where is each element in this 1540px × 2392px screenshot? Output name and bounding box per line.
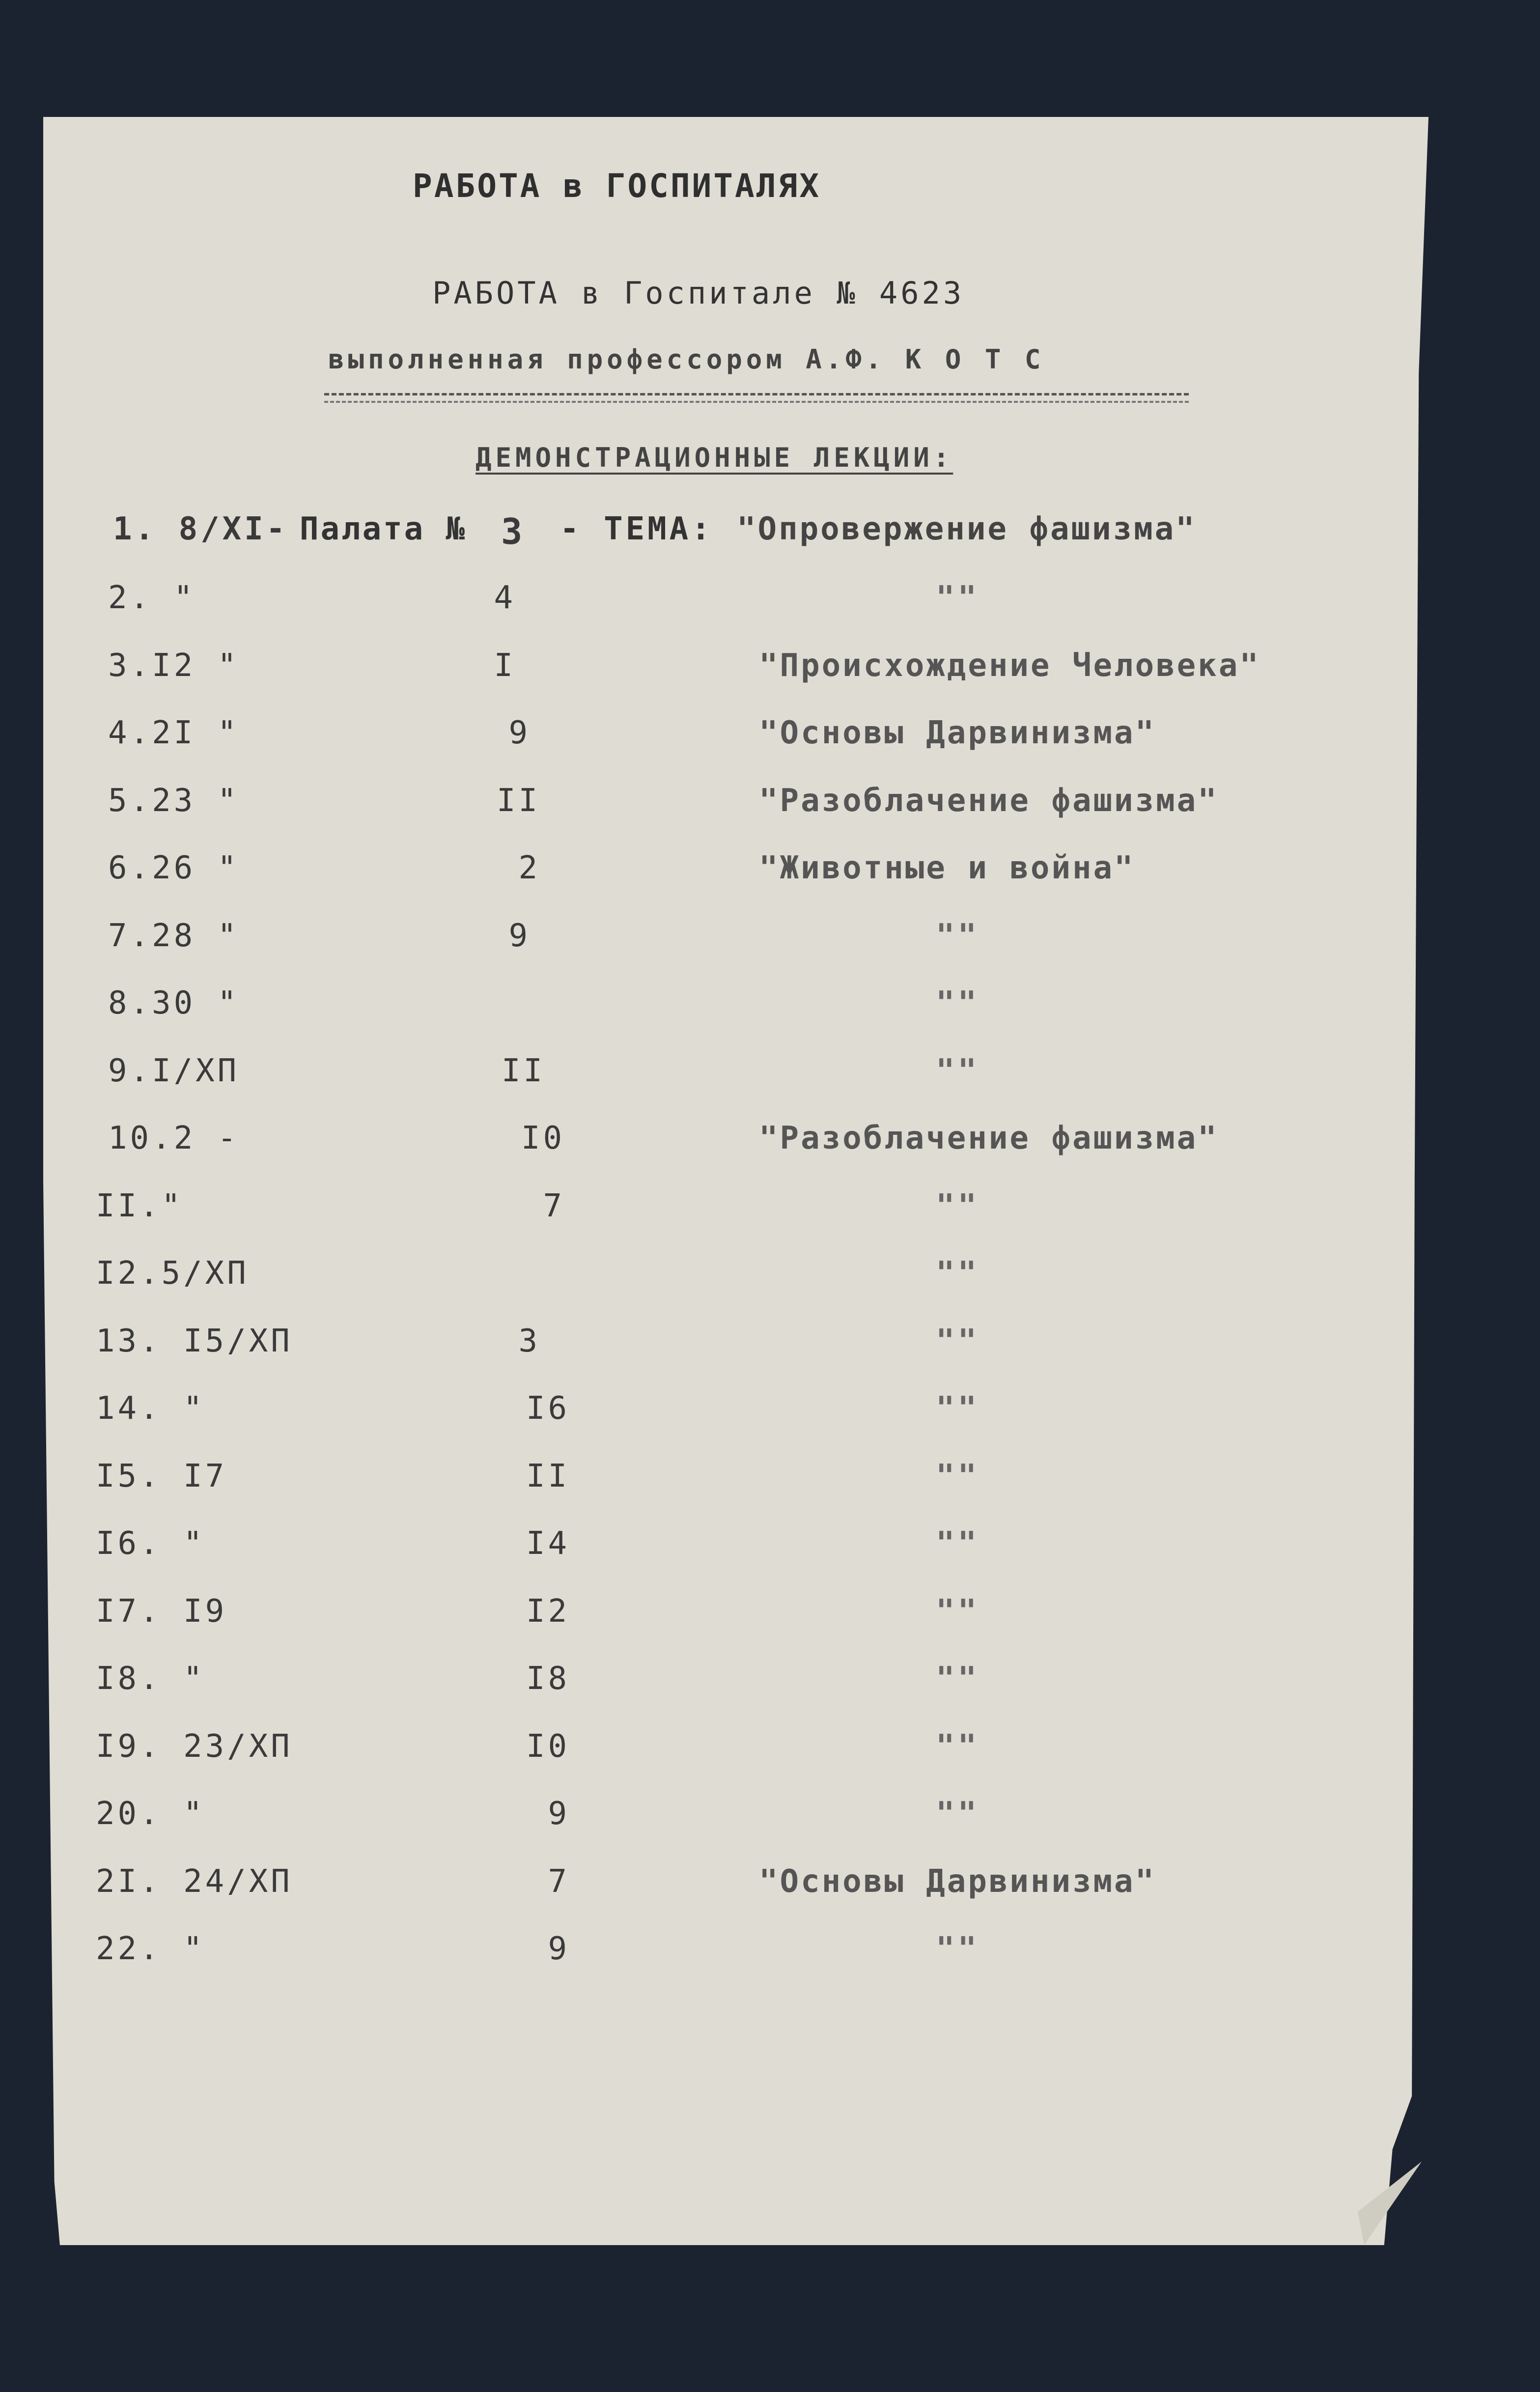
row-number-date: I8. " — [96, 1660, 205, 1697]
row-theme-ditto: "" — [936, 1255, 980, 1292]
row-1-ward: 3 — [501, 511, 526, 552]
row-number-date: 3.I2 " — [108, 647, 240, 684]
row-ward: I — [494, 647, 516, 684]
document-subtitle: РАБОТА в Госпитале № 4623 — [432, 275, 965, 311]
row-ward: I0 — [526, 1728, 570, 1765]
row-ward: 9 — [548, 1796, 570, 1832]
row-theme-ditto: "" — [936, 580, 980, 616]
separator-line-2 — [324, 401, 1189, 403]
row-number-date: I7. I9 — [96, 1593, 227, 1630]
row-theme: "Основы Дарвинизма" — [759, 1863, 1156, 1900]
separator-line — [324, 393, 1189, 395]
row-theme: "Разоблачение фашизма" — [759, 1120, 1219, 1156]
row-theme-ditto: "" — [936, 1593, 980, 1630]
row-number-date: 9.I/XП — [108, 1052, 240, 1089]
row-ward: 2 — [518, 850, 540, 886]
row-number-date: 8.30 " — [108, 985, 240, 1021]
row-theme-ditto: "" — [936, 917, 980, 954]
row-number-date: 4.2I " — [108, 715, 240, 751]
row-number-date: 13. I5/XП — [96, 1323, 293, 1359]
row-ward: 7 — [548, 1863, 570, 1900]
byline: выполненная профессором А.Ф. К О Т С — [328, 344, 1045, 375]
row-ward: 4 — [494, 580, 516, 616]
row-theme: "Животные и война" — [759, 850, 1135, 886]
row-theme-ditto: "" — [936, 1187, 980, 1224]
row-number-date: 20. " — [96, 1796, 205, 1832]
row-ward: I0 — [521, 1120, 565, 1156]
row-number-date: II." — [96, 1187, 184, 1224]
row-1-theme-label: - ТЕМА: — [560, 511, 713, 547]
row-theme: "Разоблачение фашизма" — [759, 782, 1219, 819]
row-theme-ditto: "" — [936, 1525, 980, 1562]
row-number-date: I5. I7 — [96, 1458, 227, 1494]
row-ward: I4 — [526, 1525, 570, 1562]
row-theme: "Основы Дарвинизма" — [759, 715, 1156, 751]
row-1-ward-label: Палата № — [300, 511, 467, 547]
row-theme-ditto: "" — [936, 1728, 980, 1765]
row-number-date: 14. " — [96, 1390, 205, 1427]
row-ward: 9 — [508, 715, 531, 751]
row-theme-ditto: "" — [936, 1323, 980, 1359]
row-theme-ditto: "" — [936, 1931, 980, 1967]
row-number-date: I2.5/XП — [96, 1255, 249, 1292]
row-ward: 3 — [518, 1323, 540, 1359]
document-title: РАБОТА в ГОСПИТАЛЯХ — [413, 167, 821, 205]
row-number-date: 5.23 " — [108, 782, 240, 819]
document-page — [43, 117, 1428, 2245]
row-ward: 7 — [543, 1187, 565, 1224]
section-heading: ДЕМОНСТРАЦИОННЫЕ ЛЕКЦИИ: — [476, 442, 953, 473]
row-ward: 9 — [548, 1931, 570, 1967]
row-1-theme: "Опровержение фашизма" — [737, 511, 1197, 547]
row-number-date: I9. 23/XП — [96, 1728, 293, 1765]
row-theme-ditto: "" — [936, 1796, 980, 1832]
row-ward: I6 — [526, 1390, 570, 1427]
row-theme-ditto: "" — [936, 1660, 980, 1697]
row-theme-ditto: "" — [936, 1458, 980, 1494]
row-ward: II — [526, 1458, 570, 1494]
row-theme-ditto: "" — [936, 1052, 980, 1089]
row-ward: I8 — [526, 1660, 570, 1697]
row-theme: "Происхождение Человека" — [759, 647, 1260, 684]
row-number-date: I6. " — [96, 1525, 205, 1562]
row-theme-ditto: "" — [936, 985, 980, 1021]
row-number-date: 22. " — [96, 1931, 205, 1967]
row-number-date: 7.28 " — [108, 917, 240, 954]
row-number-date: 6.26 " — [108, 850, 240, 886]
row-number-date: 2I. 24/XП — [96, 1863, 293, 1900]
row-ward: II — [496, 782, 540, 819]
row-ward: I2 — [526, 1593, 570, 1630]
row-number-date: 2. " — [108, 580, 196, 616]
row-theme-ditto: "" — [936, 1390, 980, 1427]
row-number-date: 10.2 - — [108, 1120, 240, 1156]
row-1-number-date: 1. 8/XI- — [113, 511, 288, 547]
row-ward: II — [501, 1052, 545, 1089]
row-ward: 9 — [508, 917, 531, 954]
